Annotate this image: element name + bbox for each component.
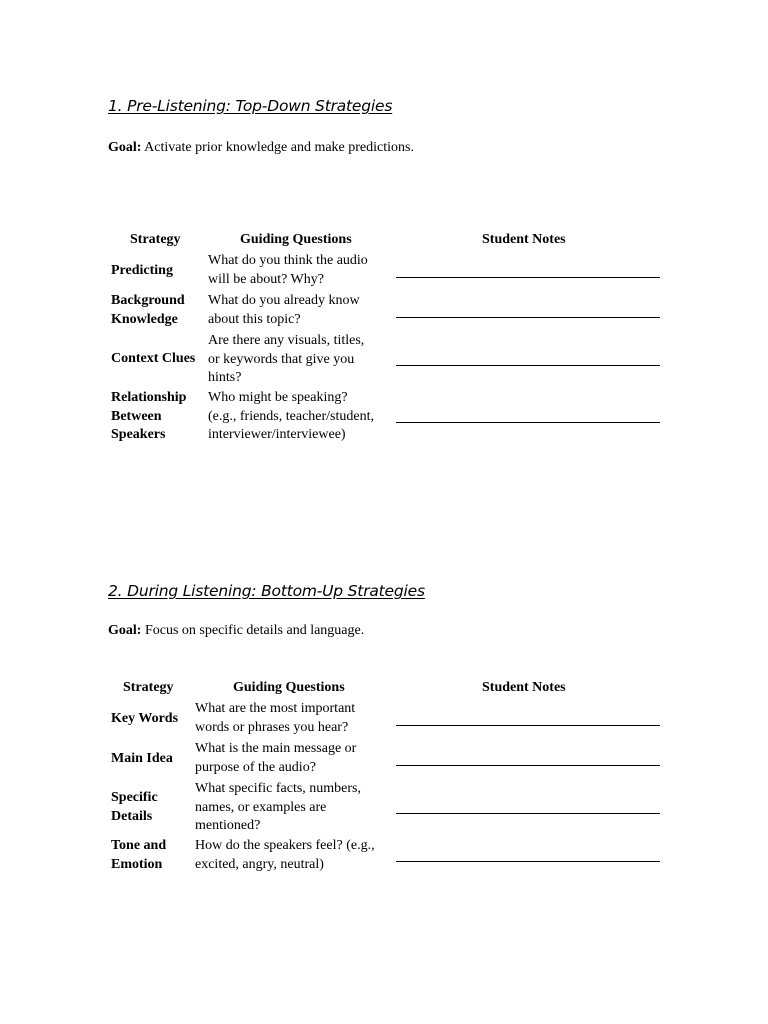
question-relationship-between-speakers: Who might be speaking? (e.g., friends, teacher/student, interviewer/interviewee)	[208, 390, 374, 442]
header-guiding-questions: Guiding Questions	[240, 232, 352, 247]
header-guiding-questions: Guiding Questions	[233, 680, 345, 695]
section-2-goal	[108, 623, 364, 639]
question-key-words: What are the most important words or phrases you hear?	[195, 701, 356, 735]
notes-line-context-clues[interactable]	[396, 365, 660, 366]
notes-line-predicting[interactable]	[396, 277, 660, 278]
strategy-key-words: Key Words	[111, 711, 179, 726]
section-2-title: 2. During Listening: Bottom-Up Strategies	[108, 582, 425, 600]
question-main-idea: What is the main message or purpose of the audio?	[195, 741, 357, 775]
strategy-specific-details: Specific Details	[111, 790, 158, 824]
notes-line-tone-and-emotion[interactable]	[396, 861, 660, 862]
section-1-goal	[108, 140, 414, 156]
strategy-background-knowledge: Background Knowledge	[111, 293, 185, 327]
header-student-notes: Student Notes	[482, 232, 566, 247]
goal-label: Goal:	[108, 140, 142, 155]
strategy-relationship-between-speakers: Relationship Between Speakers	[111, 390, 187, 442]
notes-line-background-knowledge[interactable]	[396, 317, 660, 318]
header-student-notes: Student Notes	[482, 680, 566, 695]
notes-line-relationship-between-speakers[interactable]	[396, 422, 660, 423]
strategy-tone-and-emotion: Tone and Emotion	[111, 838, 167, 872]
strategy-main-idea: Main Idea	[111, 751, 173, 766]
question-tone-and-emotion: How do the speakers feel? (e.g., excited, angry, neutral)	[195, 838, 375, 872]
question-predicting: What do you think the audio will be about? Why?	[208, 253, 368, 287]
question-background-knowledge: What do you already know about this topic?	[208, 293, 360, 327]
goal-label: Goal:	[108, 623, 142, 638]
question-specific-details: What specific facts, numbers, names, or examples are mentioned?	[195, 781, 361, 833]
header-strategy: Strategy	[123, 680, 174, 695]
notes-line-main-idea[interactable]	[396, 765, 660, 766]
header-strategy: Strategy	[130, 232, 181, 247]
goal-text: Focus on specific details and language.	[141, 623, 365, 638]
section-1-title: 1. Pre-Listening: Top-Down Strategies	[108, 97, 393, 115]
strategy-context-clues: Context Clues	[111, 351, 196, 366]
question-context-clues: Are there any visuals, titles, or keywords that give you hints?	[208, 333, 365, 385]
goal-text: Activate prior knowledge and make predictions.	[141, 140, 414, 155]
notes-line-key-words[interactable]	[396, 725, 660, 726]
notes-line-specific-details[interactable]	[396, 813, 660, 814]
strategy-predicting: Predicting	[111, 263, 173, 278]
